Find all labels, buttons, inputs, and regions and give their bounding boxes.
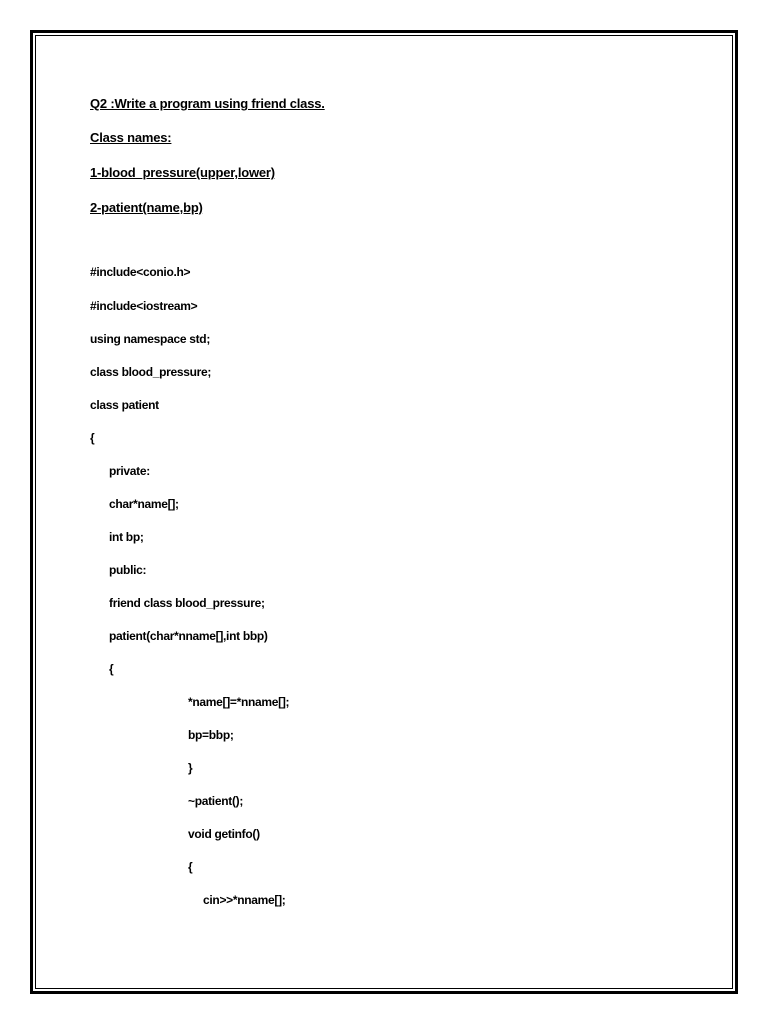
class-names-label: Class names: (90, 130, 172, 145)
code-line: void getinfo() (188, 827, 260, 841)
code-line: { (109, 662, 114, 676)
code-line: patient(char*nname[],int bbp) (109, 629, 268, 643)
code-line: bp=bbp; (188, 728, 234, 742)
question-title: Q2 :Write a program using friend class. (90, 96, 325, 111)
code-line: private: (109, 464, 150, 478)
code-line: { (90, 431, 95, 445)
code-line: cin>>*nname[]; (203, 893, 286, 907)
code-line: int bp; (109, 530, 144, 544)
code-line: *name[]=*nname[]; (188, 695, 290, 709)
class-name-blood-pressure: 1-blood_pressure(upper,lower) (90, 165, 275, 180)
code-line: { (188, 860, 193, 874)
code-line: } (188, 761, 193, 775)
class-name-patient: 2-patient(name,bp) (90, 200, 203, 215)
code-line: char*name[]; (109, 497, 179, 511)
code-line: class patient (90, 398, 159, 412)
code-line: #include<conio.h> (90, 265, 191, 279)
code-line: #include<iostream> (90, 299, 198, 313)
code-line: friend class blood_pressure; (109, 596, 265, 610)
code-line: ~patient(); (188, 794, 244, 808)
code-line: using namespace std; (90, 332, 211, 346)
code-line: class blood_pressure; (90, 365, 212, 379)
code-line: public: (109, 563, 147, 577)
